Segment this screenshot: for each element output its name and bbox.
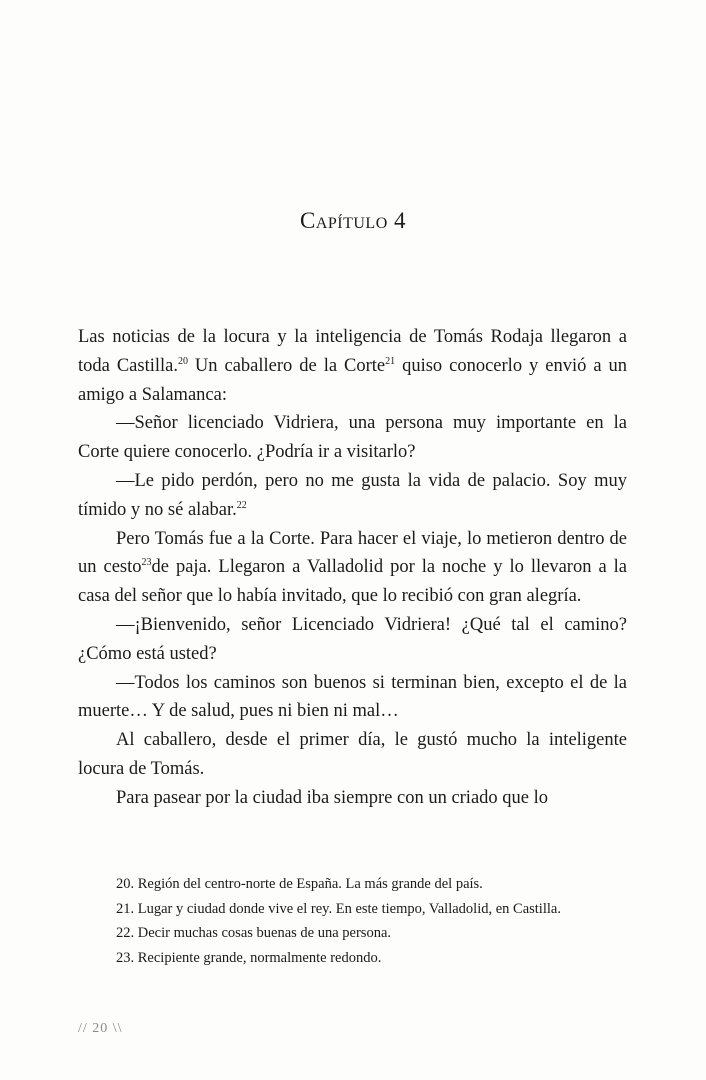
footnote-ref: 20 <box>177 355 188 367</box>
paragraph: —Todos los caminos son buenos si terminan bien, excepto el de la muerte… Y de salud, pues ni bien ni mal… <box>78 672 627 722</box>
paragraph: Para pasear por la ciudad iba siempre con un criado que lo <box>116 787 549 808</box>
footnotes <box>78 872 627 971</box>
paragraph: —¡Bienvenido, señor Licenciado Vidriera! ¿Qué tal el camino? ¿Cómo está usted? <box>78 614 627 664</box>
paragraph: —Le pido perdón, pero no me gusta la vida de palacio. Soy muy tímido y no sé alabar.$^{22}$ <box>78 470 627 520</box>
footnote: 23. Recipiente grande, normalmente redondo. <box>116 950 382 967</box>
paragraph: —Señor licenciado Vidriera, una persona muy importante en la Corte quiere conocerlo. ¿Podría ir a visitarlo? <box>78 413 627 463</box>
paragraph: Las noticias de la locura y la inteligencia de Tomás Rodaja llegaron a toda Castilla.$^{20}$ Un caballero de la Corte$^{21}$ quiso conocerlo y envió a un amigo a Salamanca: <box>78 327 627 405</box>
paragraph: Pero Tomás fue a la Corte. Para hacer el viaje, lo metieron dentro de un cesto$^{23}$de paja. Llegaron a Valladolid por la noche y lo llevaron a la casa del señor que lo había invitado, que lo recibió con gran alegría. <box>78 528 628 607</box>
footnote: 20. Región del centro-norte de España. La más grande del país. <box>116 876 483 892</box>
body-text <box>78 323 627 813</box>
footnote-ref: 21 <box>385 355 396 367</box>
footnote: 22. Decir muchas cosas buenas de una persona. <box>116 925 392 942</box>
page-number: // 20 \\ <box>78 1021 123 1036</box>
footnote-ref: 23 <box>141 557 152 569</box>
chapter-title: Capítulo 4 <box>299 208 407 233</box>
footnote: 21. Lugar y ciudad donde vive el rey. En este tiempo, Valladolid, en Castilla. <box>116 900 561 917</box>
paragraph: Al caballero, desde el primer día, le gustó mucho la inteligente locura de Tomás. <box>78 730 627 779</box>
footnote-ref: 22 <box>236 499 247 511</box>
